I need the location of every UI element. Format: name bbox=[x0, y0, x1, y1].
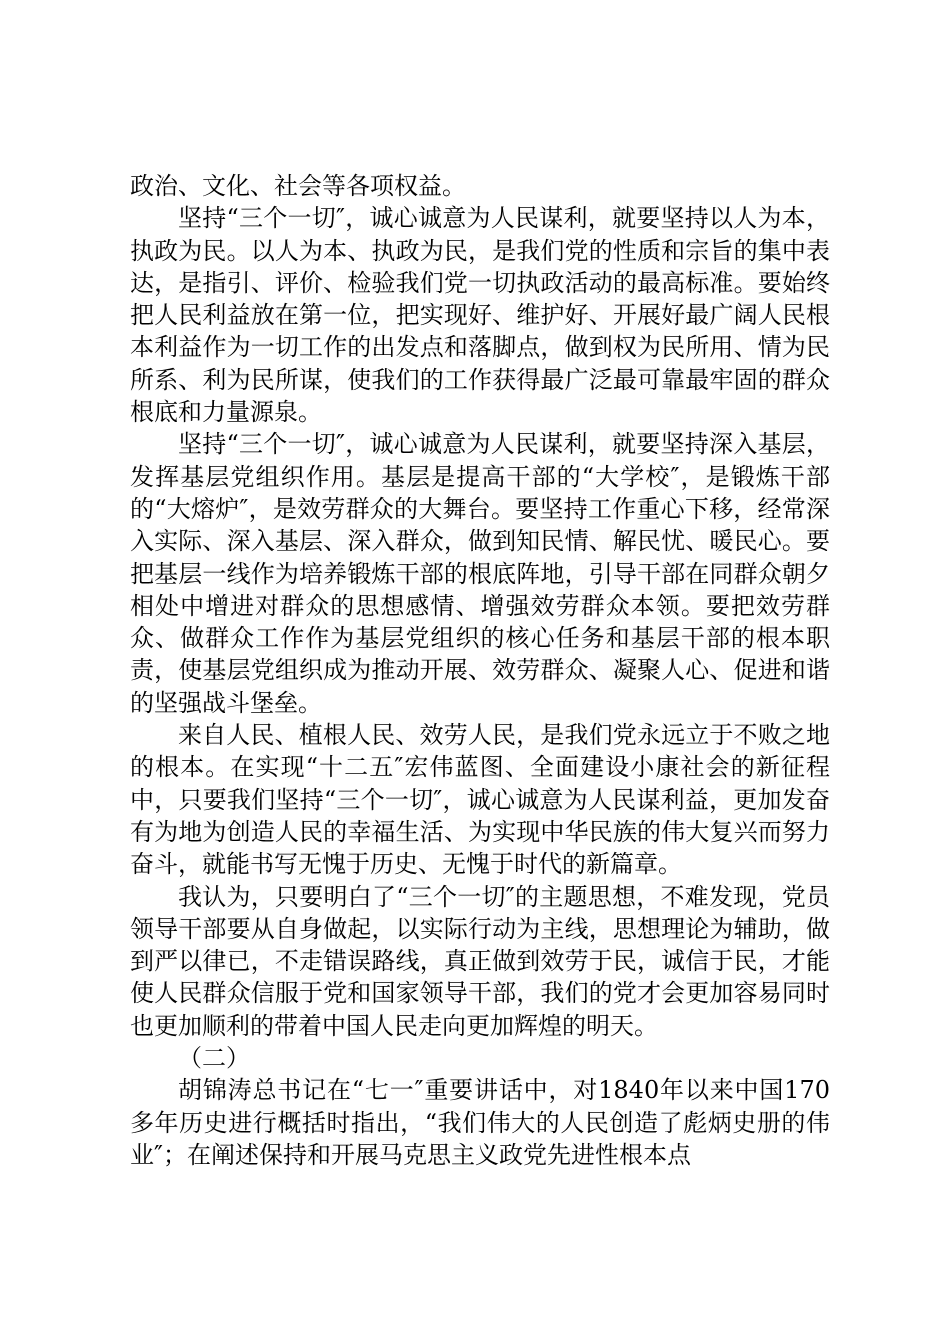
paragraph-continuation: 政治、文化、社会等各项权益。 bbox=[130, 172, 466, 200]
document-body bbox=[130, 170, 830, 1171]
section-heading-two: （二） bbox=[178, 1044, 250, 1073]
paragraph-july-first-speech: 胡锦涛总书记在“七一″重要讲话中，对1840年以来中国170多年历史进行概括时指出，“我们伟大的人民创造了彪炳史册的伟业″；在阐述保持和开展马克思主义政党先进性根本点 bbox=[130, 1076, 830, 1169]
paragraph-grassroots: 坚持“三个一切″，诚心诚意为人民谋利，就要坚持深入基层，发挥基层党组织作用。基层是提高干部的“大学校″，是锻炼干部的“大熔炉″，是效劳群众的大舞台。要坚持工作重心下移，经常深入实际、深入基层、深入群众，做到知民情、解民忧、暖民心。要把基层一线作为培养锻炼干部的根底阵地，引导干部在同群众朝夕相处中增进对群众的思想感情、增强效劳群众本领。要把效劳群众、做群众工作作为基层党组织的核心任务和基层干部的根本职责，使基层党组织成为推动开展、效劳群众、凝聚人心、促进和谐的坚强战斗堡垒。 bbox=[130, 430, 830, 717]
paragraph-personal-view: 我认为，只要明白了“三个一切″的主题思想，不难发现，党员领导干部要从自身做起，以实际行动为主线，思想理论为辅助，做到严以律已，不走错误路线，真正做到效劳于民，诚信于民，才能使人民群众信服于党和国家领导干部，我们的党才会更加容易同时也更加顺利的带着中国人民走向更加辉煌的明天。 bbox=[130, 882, 830, 1040]
paragraph-rooted-in-people: 来自人民、植根人民、效劳人民，是我们党永远立于不败之地的根本。在实现“十二五″宏伟蓝图、全面建设小康社会的新征程中，只要我们坚持“三个一切″，诚心诚意为人民谋利益，更加发奋有为地为创造人民的幸福生活、为实现中华民族的伟大复兴而努力奋斗，就能书写无愧于历史、无愧于时代的新篇章。 bbox=[130, 721, 830, 879]
paragraph-people-oriented: 坚持“三个一切″，诚心诚意为人民谋利，就要坚持以人为本，执政为民。以人为本、执政为民，是我们党的性质和宗旨的集中表达，是指引、评价、检验我们党一切执政活动的最高标准。要始终把人民利益放在第一位，把实现好、维护好、开展好最广阔人民根本利益作为一切工作的出发点和落脚点，做到权为民所用、情为民所系、利为民所谋，使我们的工作获得最广泛最可靠最牢固的群众根底和力量源泉。 bbox=[130, 204, 830, 427]
